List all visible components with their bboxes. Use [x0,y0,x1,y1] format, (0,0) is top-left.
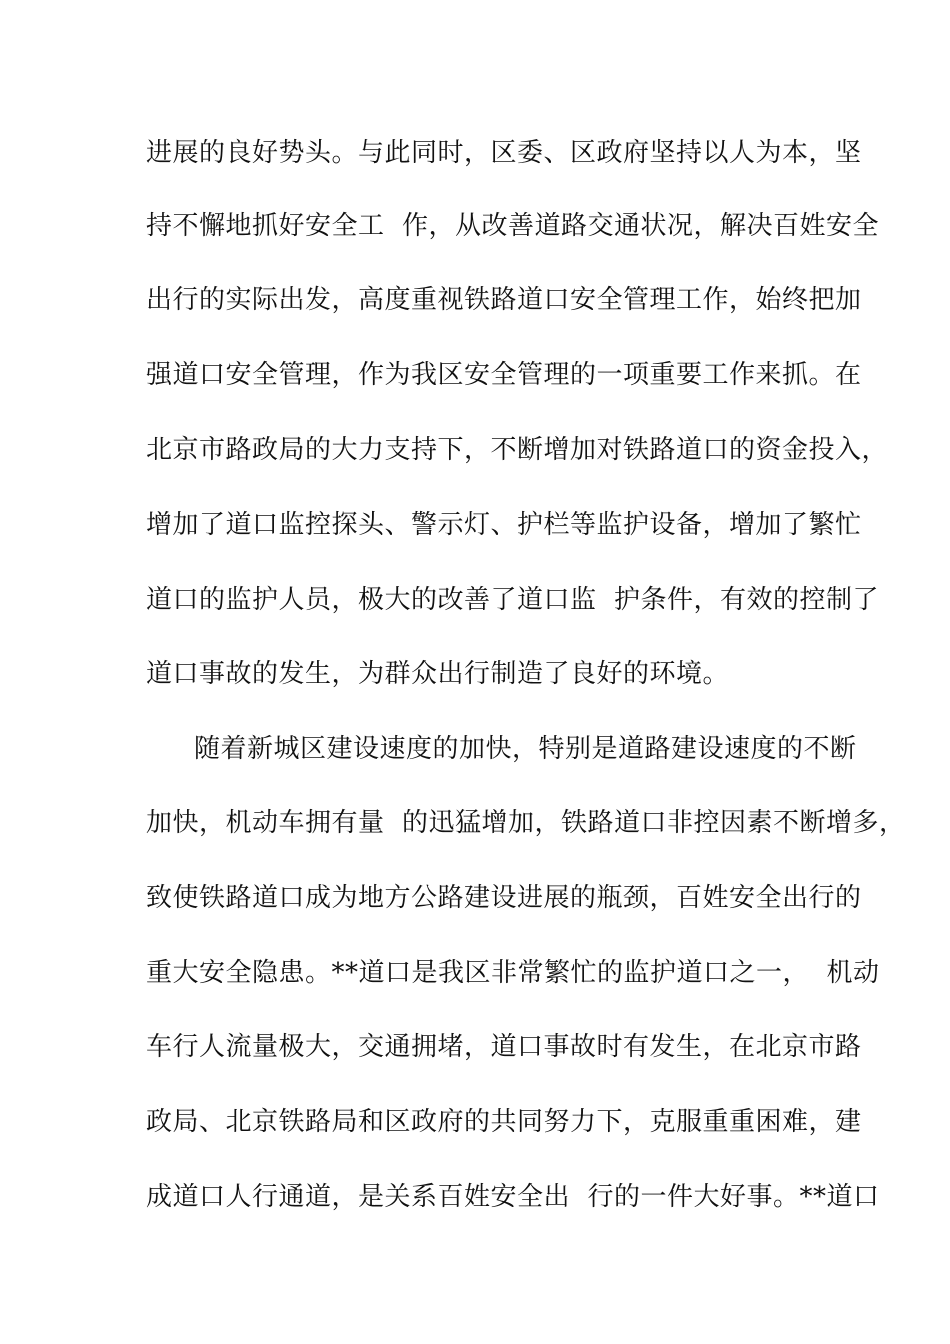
text-line: 持不懈地抓好安全工 作，从改善道路交通状况，解决百姓安全 [146,211,880,241]
text-line: 车行人流量极大，交通拥堵，道口事故时有发生，在北京市路 [146,1032,862,1062]
text-line: 北京市路政局的大力支持下，不断增加对铁路道口的资金投入， [146,435,889,465]
text-line: 强道口安全管理，作为我区安全管理的一项重要工作来抓。在 [146,360,862,390]
paragraph-start-line: 随着新城区建设速度的加快，特别是道路建设速度的不断 [194,734,857,764]
text-line: 进展的良好势头。与此同时，区委、区政府坚持以人为本，坚 [146,138,862,168]
text-line: 成道口人行通道，是关系百姓安全出 行的一件大好事。**道口 [146,1182,880,1212]
text-line: 致使铁路道口成为地方公路建设进展的瓶颈，百姓安全出行的 [146,883,862,913]
text-line: 道口的监护人员，极大的改善了道口监 护条件，有效的控制了 [146,585,880,615]
text-line: 出行的实际出发，高度重视铁路道口安全管理工作，始终把加 [146,285,862,315]
text-line: 政局、北京铁路局和区政府的共同努力下，克服重重困难，建 [146,1107,862,1137]
text-line: 加快，机动车拥有量 的迅猛增加，铁路道口非控因素不断增多， [146,808,906,838]
text-line: 重大安全隐患。**道口是我区非常繁忙的监护道口之一， 机动 [146,958,880,988]
text-line: 增加了道口监控探头、警示灯、护栏等监护设备，增加了繁忙 [146,510,862,540]
text-line: 道口事故的发生，为群众出行制造了良好的环境。 [146,659,730,689]
